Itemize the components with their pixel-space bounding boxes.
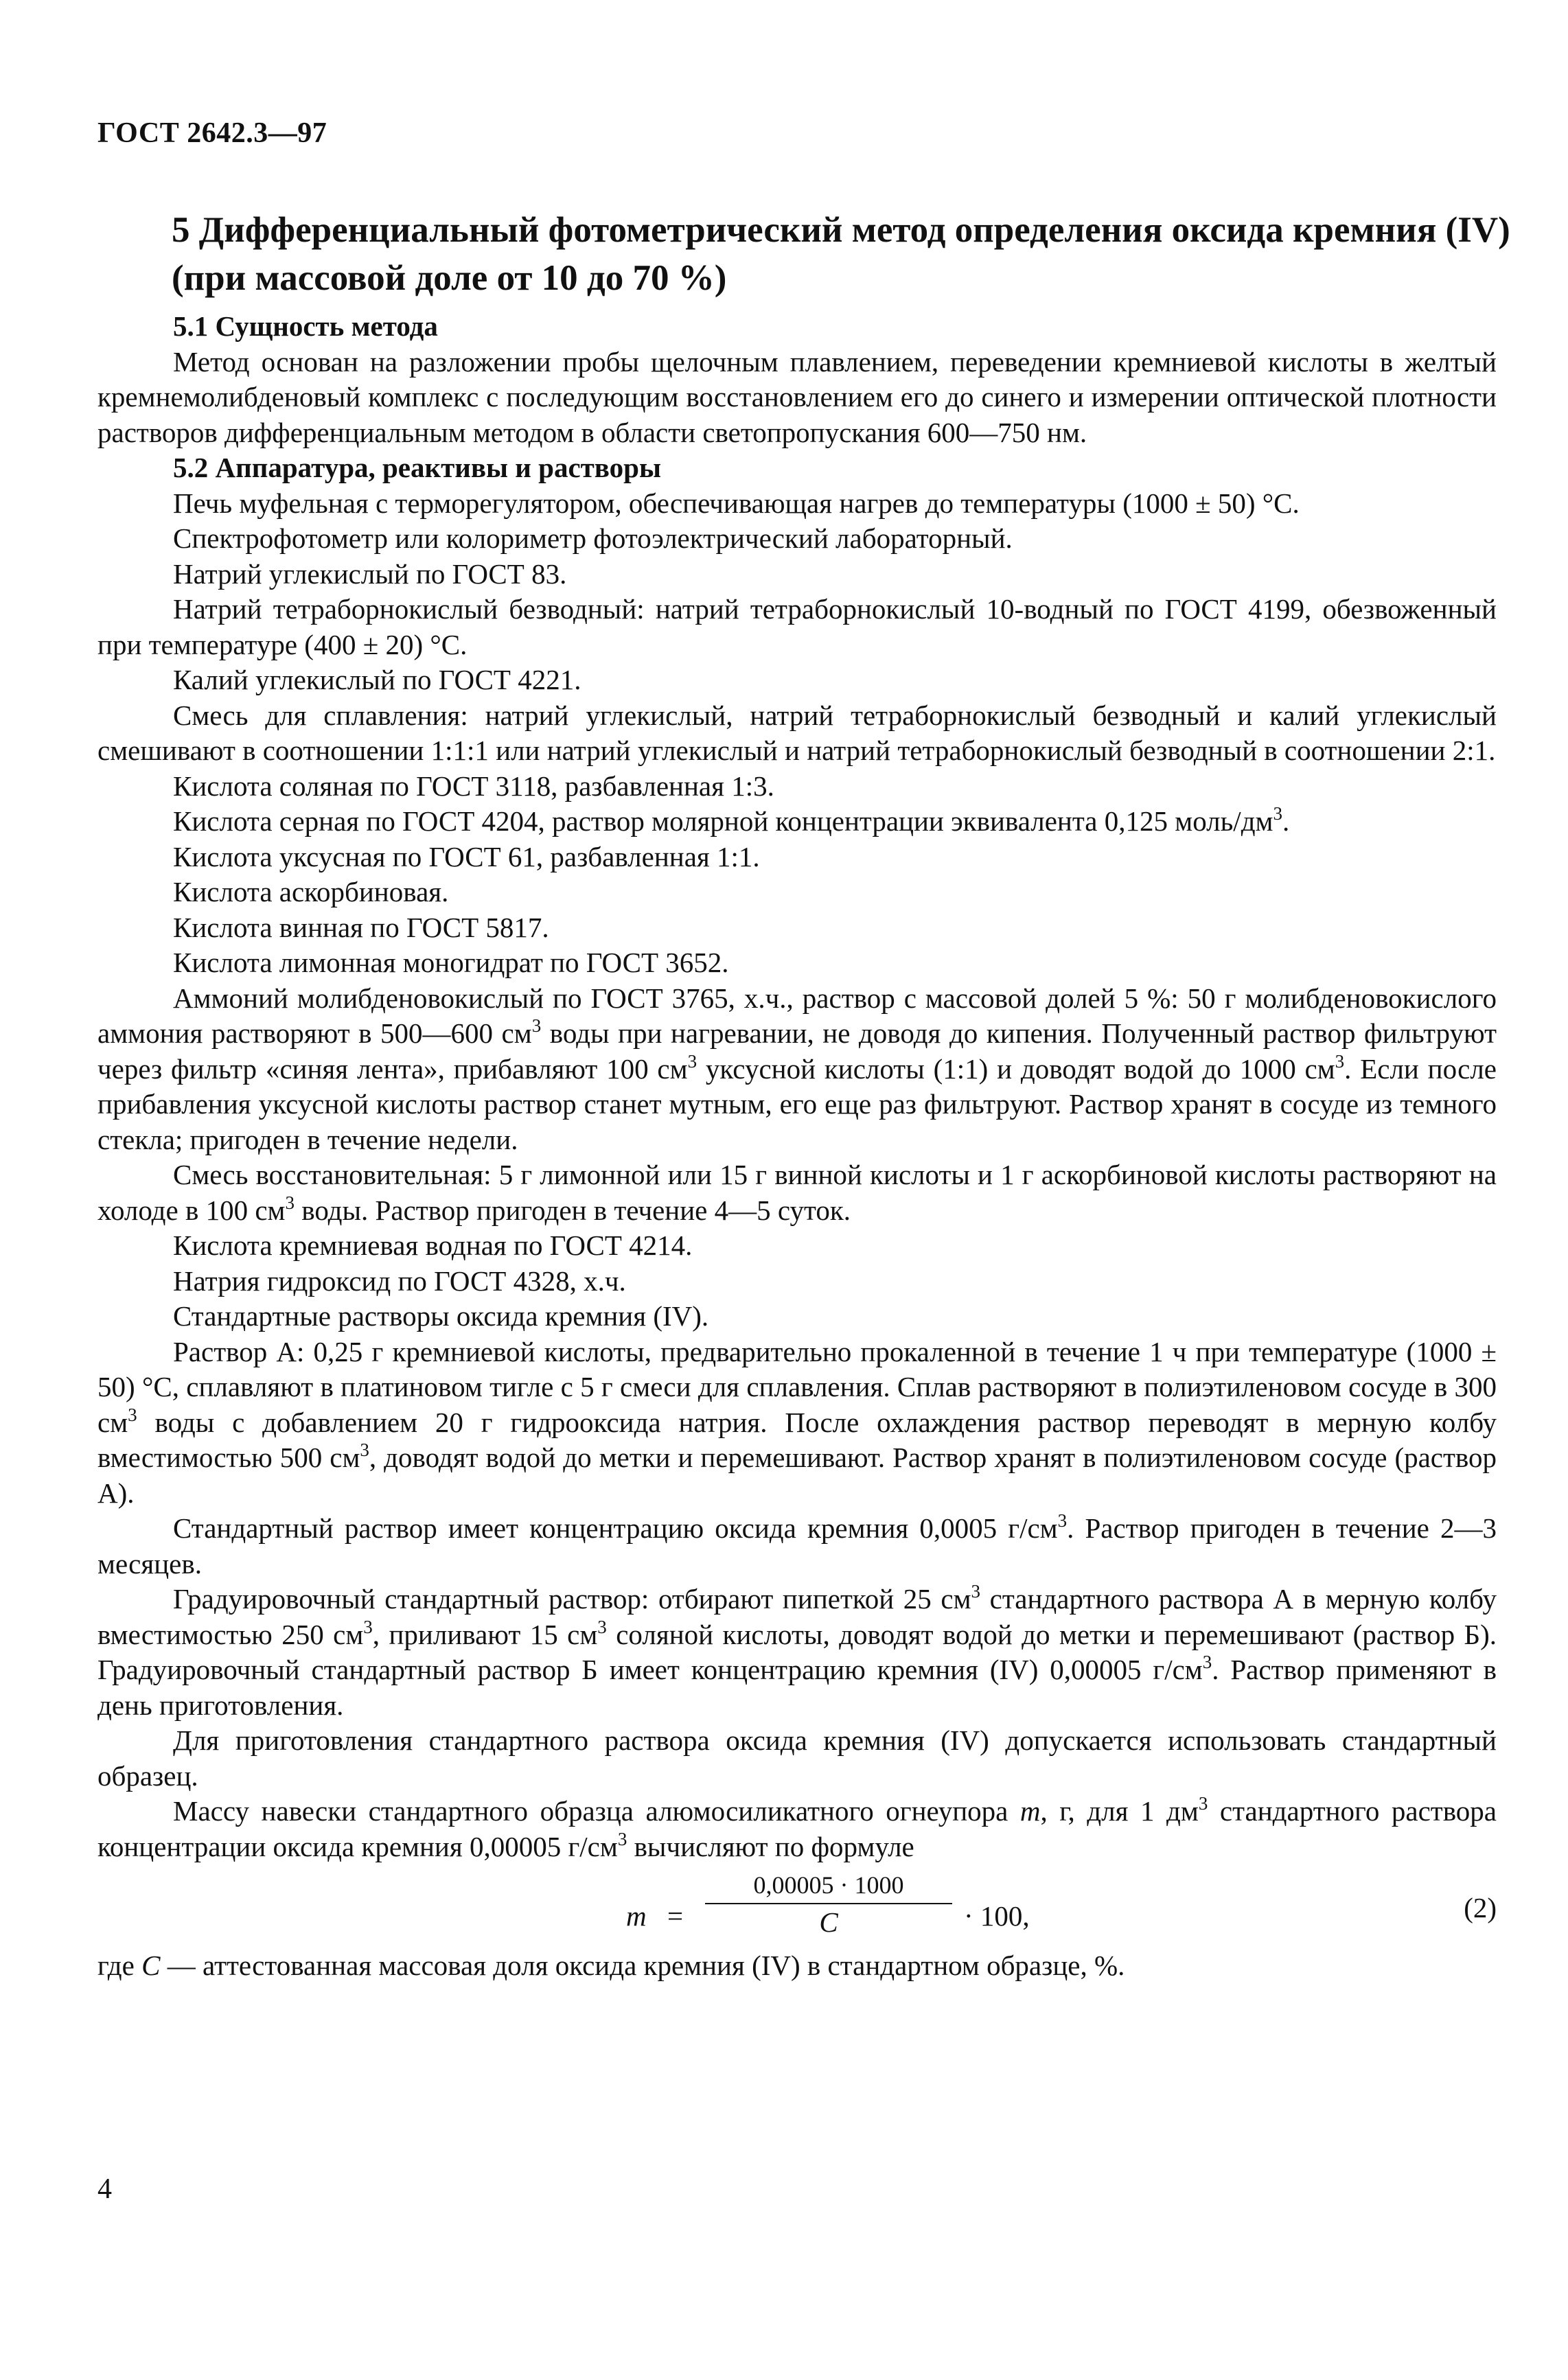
formula-lhs: m	[626, 1900, 647, 1932]
formula-fraction	[705, 1870, 952, 1940]
reagent-text: Кислота серная по ГОСТ 4204, раствор молярной концентрации эквивалента 0,125 моль/дм	[173, 805, 1273, 837]
superscript: 3	[1057, 1510, 1068, 1531]
superscript: 3	[597, 1616, 607, 1637]
text-run: Массу навески стандартного образца алюмосиликатного огнеупора	[173, 1795, 1020, 1827]
variable-m: m	[1019, 1795, 1041, 1827]
text-run: где	[97, 1950, 142, 1981]
text-run: . Раствор пригоден в течение 2—3 месяцев.	[97, 1512, 1497, 1580]
text-run: Стандартный раствор имеет концентрацию оксида кремния 0,0005 г/см	[173, 1512, 1058, 1544]
formula-numerator: 0,00005 · 1000	[705, 1870, 952, 1904]
text-run: стандартного раствора А в мерную колбу вместимостью 250 см	[97, 1583, 1497, 1650]
text-run: , г, для 1 дм	[1040, 1795, 1199, 1827]
reducing-mixture-paragraph	[97, 1157, 1497, 1228]
method-essence-paragraph: Метод основан на разложении пробы щелочным плавлением, переведении кремниевой кислоты в желтый кремнемолибденовый комплекс с последующим восстановлением его до синего и измерении оптической плотности растворов дифференциальным методом в области светопропускания 600—750 нм.	[97, 345, 1497, 448]
text-run: Смесь восстановительная: 5 г лимонной или 15 г винной кислоты и 1 г аскорбиновой кислоты растворяют на холоде в 100 см	[97, 1159, 1497, 1226]
section-title-line-2: (при массовой доле от 10 до 70 %)	[172, 258, 727, 298]
text-run: воды с добавлением 20 г гидрооксида натрия. После охлаждения раствор переводят в мерную колбу вместимостью 500 см	[97, 1406, 1497, 1473]
reagent-item: Натрий тетраборнокислый безводный: натрий тетраборнокислый 10-водный по ГОСТ 4199, обезвоженный при температуре (400 ± 20) °С.	[97, 593, 1497, 660]
reagent-item-sulfuric-acid: Кислота серная по ГОСТ 4204, раствор молярной концентрации эквивалента 0,125 моль/$дм^3$.	[173, 803, 1290, 837]
superscript: 3	[363, 1616, 373, 1637]
formula-number: (2)	[1464, 1892, 1497, 1923]
superscript: 3	[617, 1828, 627, 1849]
text-run: уксусной кислоты (1:1) и доводят водой до 1000 см	[697, 1052, 1335, 1085]
text-run: . Раствор применяют в день приготовления.	[97, 1654, 1497, 1721]
reagent-item: Кислота винная по ГОСТ 5817.	[173, 911, 549, 943]
formula-denominator: C	[819, 1906, 838, 1938]
text-run: , доводят водой до метки и перемешивают. Раствор хранят в полиэтиленовом сосуде (раствор А).	[97, 1442, 1497, 1509]
text-run: соляной кислоты, доводят водой до метки и перемешивают (раствор Б). Градуировочный стандартный раствор Б имеет концентрацию кремния (IV) 0,00005 г/см	[97, 1618, 1497, 1685]
superscript: 3	[1202, 1652, 1212, 1672]
reagent-item: Кислота соляная по ГОСТ 3118, разбавленная 1:3.	[173, 770, 774, 802]
section-title-line-1: 5 Дифференциальный фотометрический метод определения оксида кремния (IV)	[172, 210, 1510, 250]
subsection-heading-5-1: 5.1 Сущность метода	[173, 310, 438, 342]
equipment-item: Печь муфельная с терморегулятором, обеспечивающая нагрев до температуры (1000 ± 50) °С.	[173, 487, 1300, 519]
text-run: Аммоний молибденовокислый по ГОСТ 3765, х.ч., раствор с массовой долей 5 %: 50 г молибденовокислого аммония растворяют в 500—600 см	[97, 982, 1497, 1049]
superscript: 3	[687, 1050, 697, 1072]
superscript: 3	[360, 1440, 369, 1460]
text-run: Раствор А: 0,25 г кремниевой кислоты, предварительно прокаленной в течение 1 ч при температуре (1000 ± 50) °С, сплавляют в платиновом тигле с 5 г смеси для сплавления. Сплав растворяют в полиэтиленовом сосуде в 300 см	[97, 1335, 1497, 1438]
superscript: 3	[531, 1015, 542, 1036]
reagent-item: Кислота лимонная моногидрат по ГОСТ 3652.	[173, 947, 729, 978]
document-code-header: ГОСТ 2642.3—97	[97, 117, 327, 149]
text-run: . Если после прибавления уксусной кислоты раствор станет мутным, его еще раз фильтруют. Раствор хранят в сосуде из темного стекла; пригоден в течение недели.	[97, 1052, 1497, 1155]
text-run: Градуировочный стандартный раствор: отбирают пипеткой 25 см	[173, 1583, 971, 1615]
text-run: — аттестованная массовая доля оксида кремния (IV) в стандартном образце, %.	[160, 1950, 1125, 1981]
text-run: воды. Раствор пригоден в течение 4—5 суток.	[295, 1194, 851, 1226]
equipment-item: Спектрофотометр или колориметр фотоэлектрический лабораторный.	[173, 522, 1013, 554]
calibration-solution-paragraph	[97, 1582, 1497, 1723]
reagent-item: Натрия гидроксид по ГОСТ 4328, х.ч.	[173, 1264, 626, 1297]
superscript: 3	[1273, 803, 1283, 824]
formula-legend	[97, 1948, 1497, 1984]
formula-2	[97, 1870, 1497, 1945]
mass-calculation-paragraph	[97, 1794, 1497, 1864]
variable-c: C	[141, 1950, 161, 1981]
reagent-item: Кислота аскорбиновая.	[173, 876, 449, 908]
formula-multiplier: · 100,	[964, 1900, 1030, 1932]
document-body	[97, 309, 1497, 1984]
molybdate-paragraph	[97, 981, 1497, 1158]
text-run: стандартного раствора концентрации оксида кремния 0,00005 г/см	[97, 1795, 1497, 1862]
text-run: воды при нагревании, не доводя до кипения. Полученный раствор фильтруют через фильтр «синяя лента», прибавляют 100 см	[97, 1017, 1497, 1085]
superscript: 3	[128, 1404, 137, 1425]
page-number: 4	[97, 2173, 112, 2205]
subsection-heading-5-2: 5.2 Аппаратура, реактивы и растворы	[173, 452, 661, 483]
text-run: , приливают 15 см	[372, 1618, 598, 1650]
reagent-item: Калий углекислый по ГОСТ 4221.	[173, 664, 581, 695]
reagent-item: Смесь для сплавления: натрий углекислый, натрий тетраборнокислый безводный и калий углекислый смешивают в соотношении 1:1:1 или натрий углекислый и натрий тетраборнокислый безводный в соотношении 2:1.	[97, 699, 1497, 766]
text-run: вычисляют по формуле	[627, 1830, 914, 1862]
reagent-item: Натрий углекислый по ГОСТ 83.	[173, 557, 567, 590]
superscript: 3	[971, 1581, 981, 1602]
reference-sample-paragraph: Для приготовления стандартного раствора оксида кремния (IV) допускается использовать стандартный образец.	[97, 1724, 1497, 1792]
reagent-item: Стандартные растворы оксида кремния (IV).	[173, 1300, 709, 1332]
superscript: 3	[285, 1192, 295, 1213]
formula-equals: =	[667, 1900, 684, 1932]
section-title	[172, 206, 1510, 302]
reagent-item: Кислота уксусная по ГОСТ 61, разбавленная 1:1.	[173, 840, 760, 873]
solution-a-paragraph	[97, 1335, 1497, 1512]
reagent-item: Кислота кремниевая водная по ГОСТ 4214.	[173, 1229, 693, 1261]
superscript: 3	[1198, 1793, 1208, 1814]
superscript: 3	[1335, 1050, 1345, 1072]
standard-solution-paragraph	[97, 1511, 1497, 1582]
